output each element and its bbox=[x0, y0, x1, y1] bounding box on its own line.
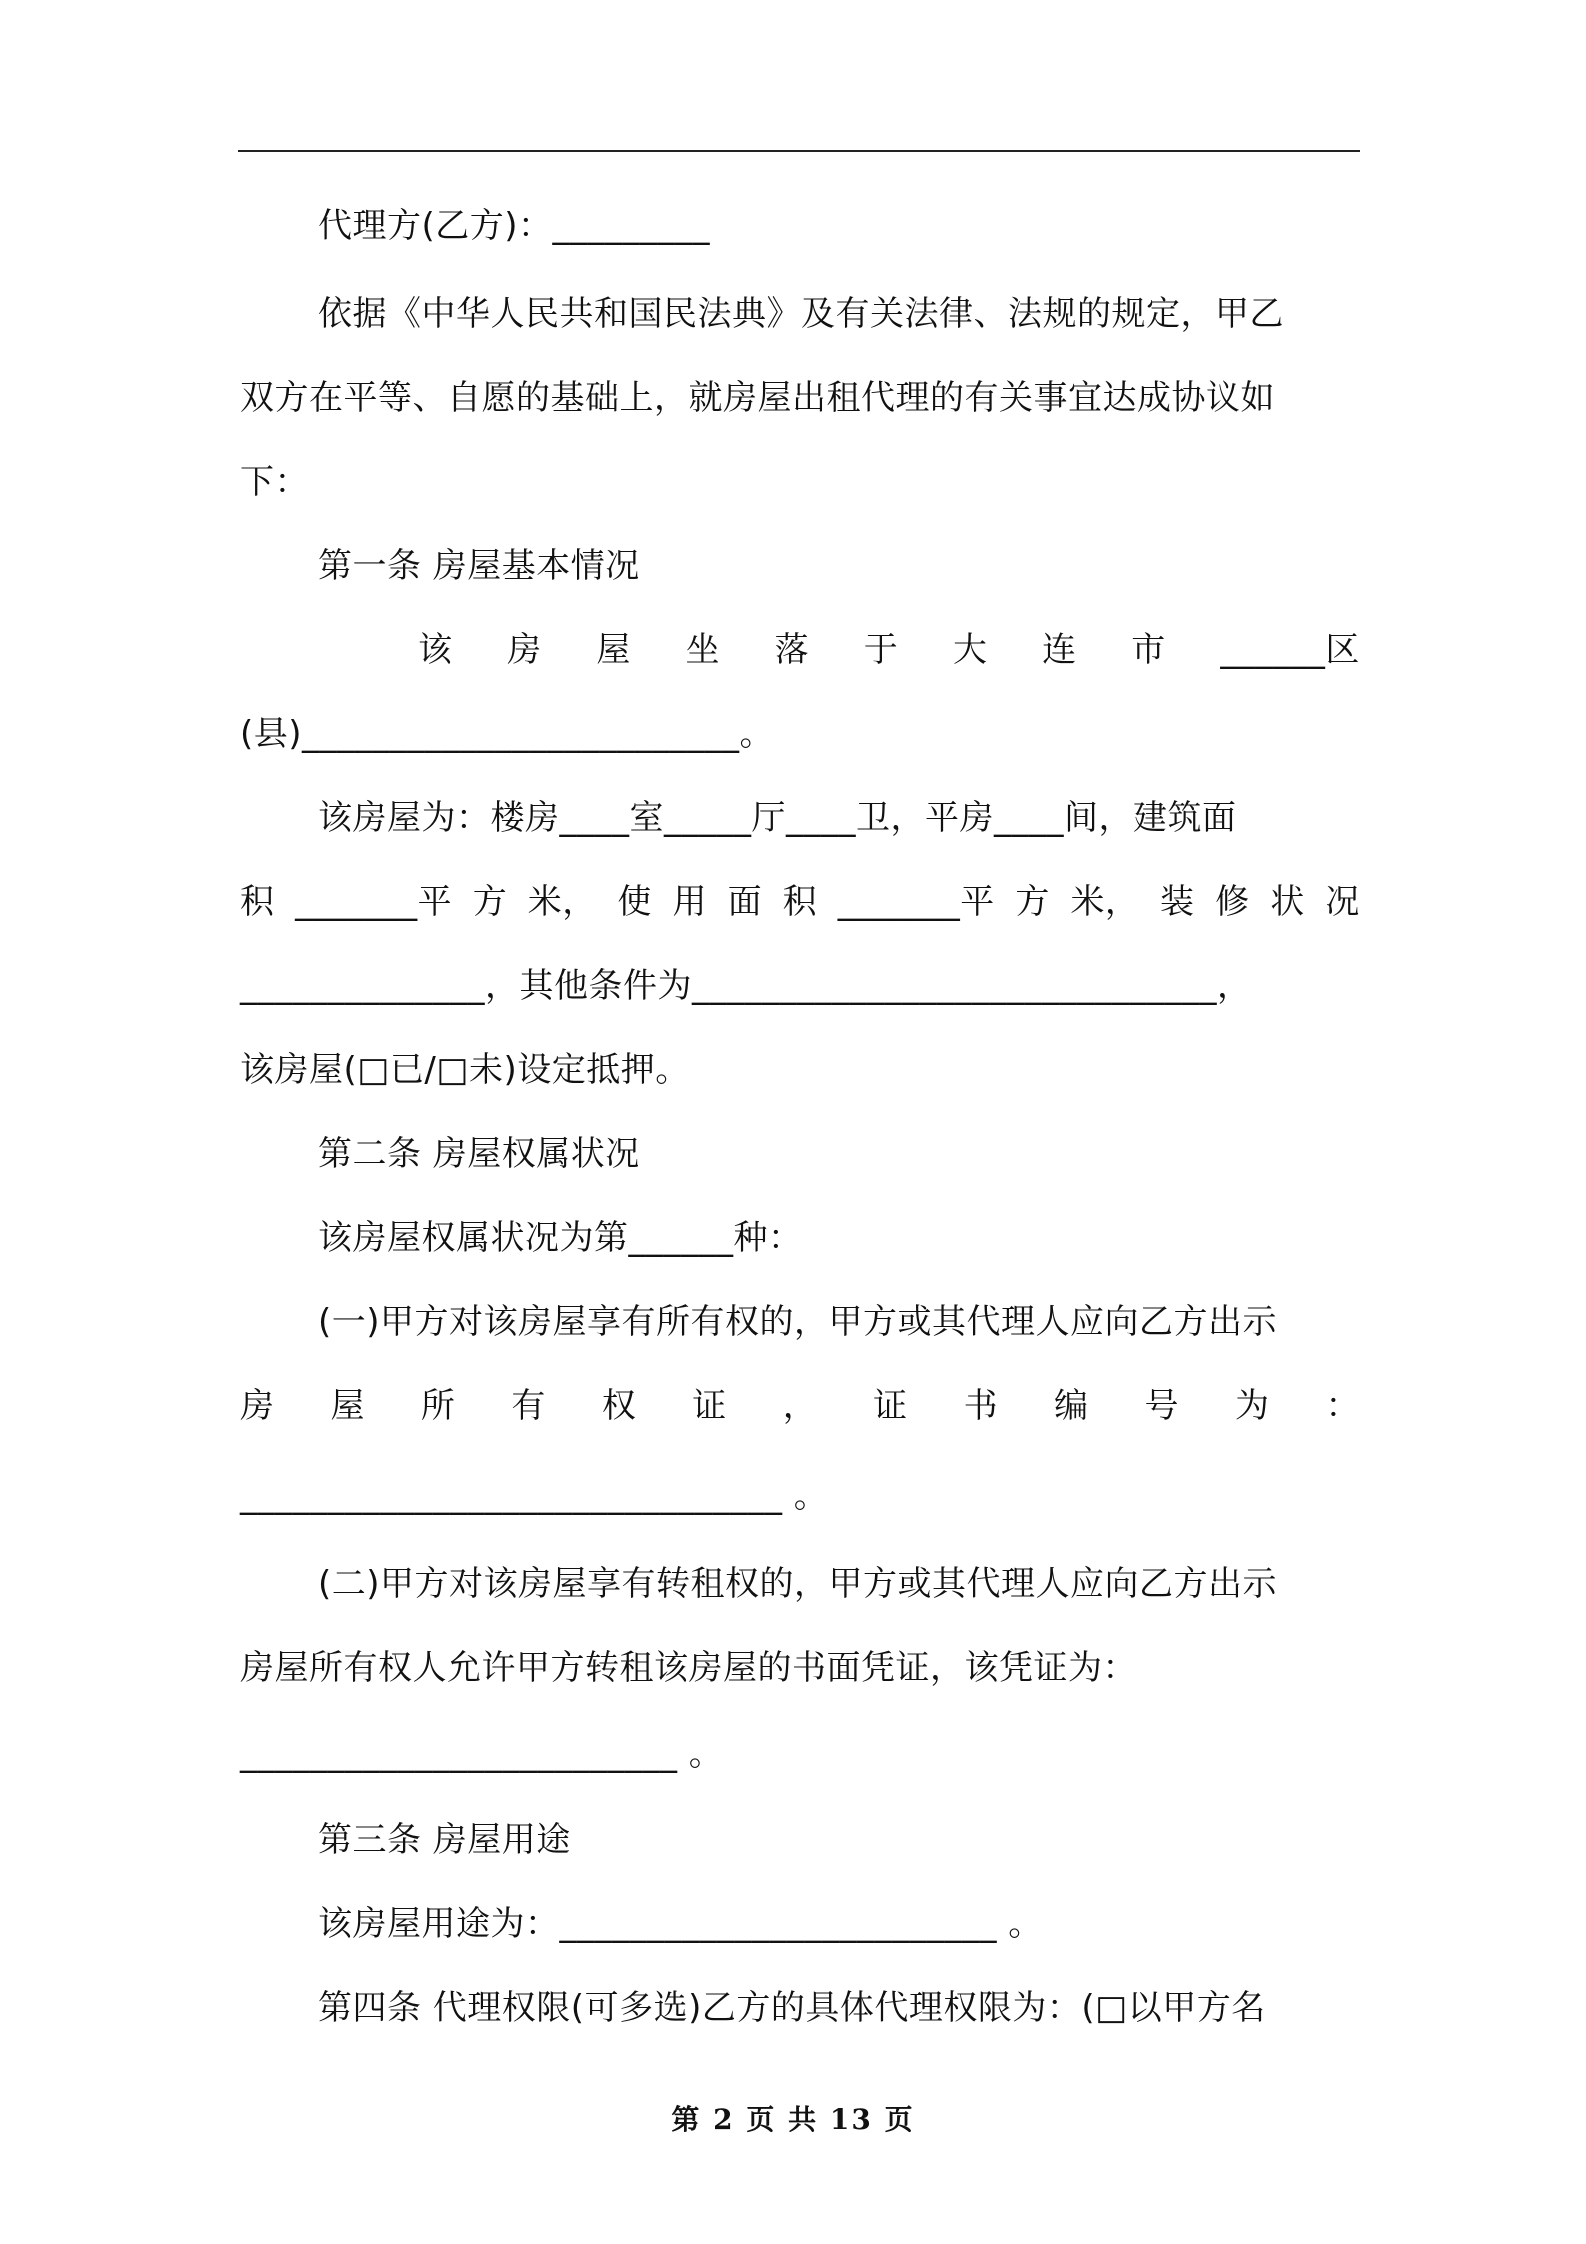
area-part: 米， bbox=[527, 882, 597, 922]
certificate-number-blank: _______________________________ 。 bbox=[240, 1476, 829, 1516]
cert-char: 为 bbox=[1234, 1386, 1270, 1426]
location-char: 坐 bbox=[685, 630, 720, 670]
area-part: 况 bbox=[1325, 882, 1360, 922]
page-number: 第 2 页 共 13 页 bbox=[671, 2103, 915, 2136]
cert-char: 房 bbox=[240, 1386, 275, 1426]
cert-char: 所 bbox=[420, 1386, 456, 1426]
area-part: 积 bbox=[240, 882, 275, 922]
area-part: 状 bbox=[1270, 882, 1305, 922]
article-2-heading: 第二条 房屋权属状况 bbox=[318, 1134, 640, 1174]
cert-char: 有 bbox=[511, 1386, 546, 1426]
ownership-type-line: 该房屋权属状况为第______种： bbox=[318, 1218, 803, 1258]
cert-char: 书 bbox=[963, 1386, 999, 1426]
location-char: 该 bbox=[418, 630, 453, 670]
location-char: 市 bbox=[1131, 630, 1166, 670]
cert-char: 证 bbox=[692, 1386, 727, 1426]
area-part: 用 bbox=[672, 882, 707, 922]
certificate-line bbox=[240, 1382, 1360, 1430]
cert-char: 权 bbox=[601, 1386, 637, 1426]
location-char: 屋 bbox=[596, 630, 631, 670]
area-part: 面 bbox=[727, 882, 763, 922]
location-char: 大 bbox=[952, 630, 988, 670]
location-char: 连 bbox=[1042, 630, 1077, 670]
cert-char: 证 bbox=[873, 1386, 908, 1426]
location-char: 于 bbox=[863, 630, 899, 670]
location-char: 落 bbox=[774, 630, 810, 670]
preamble-line-1: 依据《中华人民共和国民法典》及有关法律、法规的规定，甲乙 bbox=[318, 294, 1284, 334]
area-part: 修 bbox=[1215, 882, 1250, 922]
location-line bbox=[418, 626, 1360, 674]
sublease-proof-blank: _________________________ 。 bbox=[240, 1734, 724, 1774]
area-part: 米， bbox=[1070, 882, 1140, 922]
usage-line: 该房屋用途为：_________________________ 。 bbox=[318, 1904, 1043, 1944]
area-line bbox=[240, 878, 1360, 926]
preamble-line-2: 双方在平等、自愿的基础上，就房屋出租代理的有关事宜达成协议如 bbox=[240, 378, 1275, 418]
cert-char: ， bbox=[782, 1386, 818, 1426]
article-1-heading: 第一条 房屋基本情况 bbox=[318, 546, 640, 586]
sublease-proof-line: 房屋所有权人允许甲方转租该房屋的书面凭证，该凭证为： bbox=[240, 1648, 1137, 1688]
ownership-option-1-line: (一)甲方对该房屋享有所有权的，甲方或其代理人应向乙方出示 bbox=[318, 1302, 1278, 1342]
cert-char: ： bbox=[1325, 1386, 1360, 1426]
location-char: 房 bbox=[507, 630, 542, 670]
house-type-line: 该房屋为：楼房____室_____厅____卫，平房____间，建筑面 bbox=[318, 798, 1237, 838]
area-part: 方 bbox=[1015, 882, 1050, 922]
cert-char: 编 bbox=[1054, 1386, 1089, 1426]
area-part: _______平 bbox=[837, 882, 995, 922]
county-line: (县)_________________________。 bbox=[240, 714, 775, 754]
area-part: 积 bbox=[782, 882, 818, 922]
ownership-option-2-line: (二)甲方对该房屋享有转租权的，甲方或其代理人应向乙方出示 bbox=[318, 1564, 1278, 1604]
area-part: 使 bbox=[617, 882, 652, 922]
preamble-line-3: 下： bbox=[240, 462, 309, 502]
cert-char: 号 bbox=[1144, 1386, 1180, 1426]
area-part: 装 bbox=[1160, 882, 1195, 922]
article-4-heading: 第四条 代理权限(可多选)乙方的具体代理权限为：(□以甲方名 bbox=[318, 1988, 1266, 2028]
agent-party-line: 代理方(乙方)：_________ bbox=[318, 206, 711, 246]
area-part: 方 bbox=[472, 882, 508, 922]
decoration-line: ______________，其他条件为______________________________， bbox=[240, 966, 1252, 1006]
header-rule bbox=[238, 150, 1360, 152]
location-district-blank: ______区 bbox=[1220, 630, 1360, 670]
cert-char: 屋 bbox=[330, 1386, 365, 1426]
area-part: _______平 bbox=[295, 882, 453, 922]
article-3-heading: 第三条 房屋用途 bbox=[318, 1820, 571, 1860]
mortgage-line: 该房屋(□已/□未)设定抵押。 bbox=[240, 1050, 690, 1090]
